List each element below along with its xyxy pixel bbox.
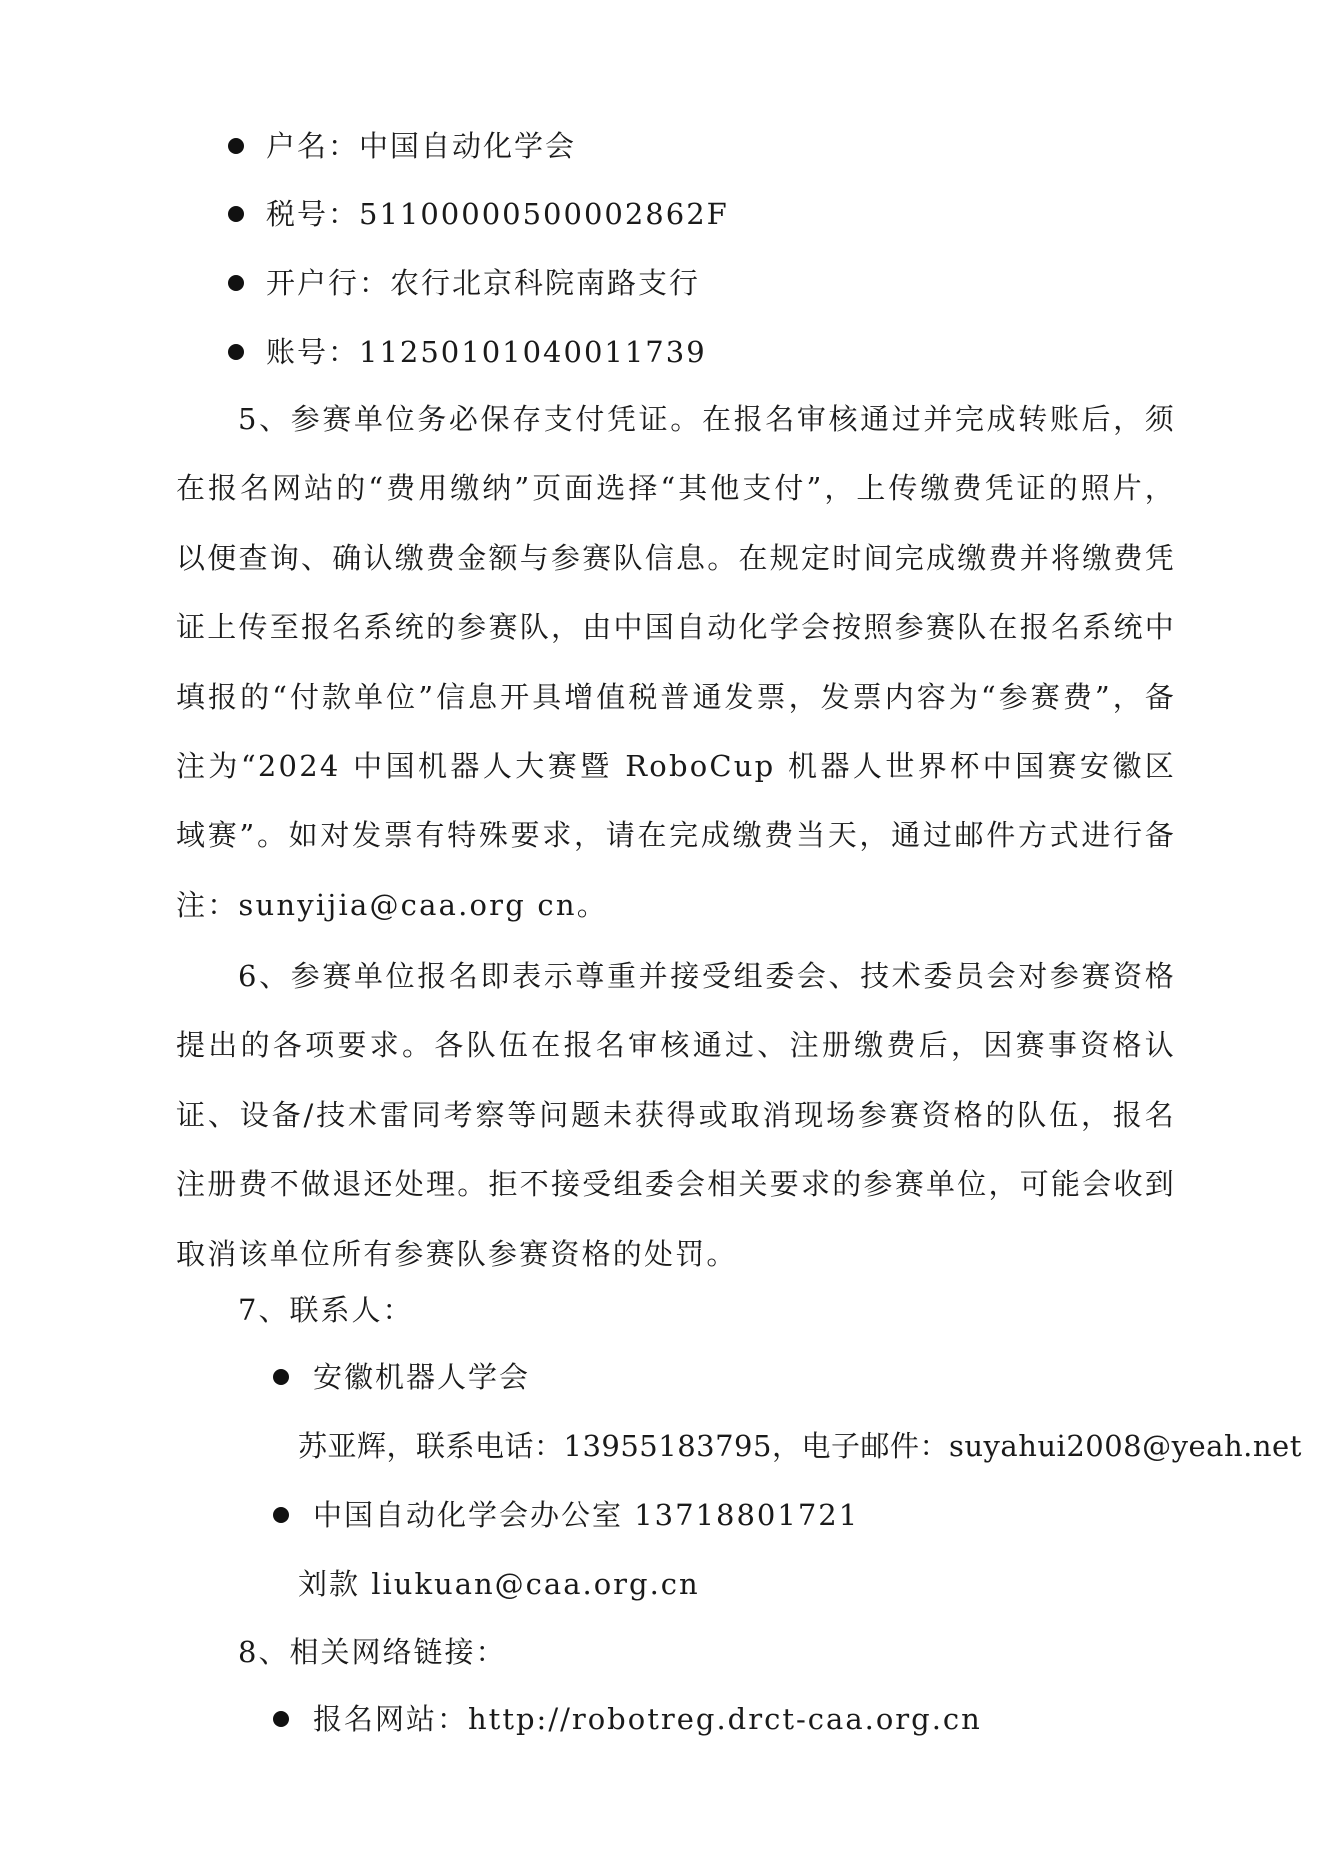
contact-org: 中国自动化学会办公室 13718801721 <box>313 1498 860 1532</box>
bullet-icon <box>273 1507 289 1523</box>
bullet-icon <box>228 275 244 291</box>
bullet-icon <box>273 1369 289 1385</box>
bullet-icon <box>273 1711 289 1727</box>
bullet-icon <box>228 344 244 360</box>
section-8-heading: 8、相关网络链接： <box>238 1635 507 1669</box>
bullet-icon <box>228 138 244 154</box>
account-tax-id: 税号：51100000500002862F <box>266 197 729 231</box>
section-7-heading: 7、联系人： <box>238 1293 414 1327</box>
contact-detail: 苏亚辉，联系电话：13955183795，电子邮件：suyahui2008@yeah.net <box>298 1429 1302 1463</box>
section-6-paragraph: 6、参赛单位报名即表示尊重并接受组委会、技术委员会对参赛资格提出的各项要求。各队伍在报名审核通过、注册缴费后，因赛事资格认证、设备/技术雷同考察等问题未获得或取消现场参赛资格的队伍，报名注册费不做退还处理。拒不接受组委会相关要求的参赛单位，可能会收到取消该单位所有参赛队参赛资格的处罚。 <box>176 959 1176 1271</box>
account-name: 户名：中国自动化学会 <box>266 129 577 163</box>
section-5-paragraph: 5、参赛单位务必保存支付凭证。在报名审核通过并完成转账后，须在报名网站的“费用缴纳”页面选择“其他支付”，上传缴费凭证的照片，以便查询、确认缴费金额与参赛队信息。在规定时间完成缴费并将缴费凭证上传至报名系统的参赛队，由中国自动化学会按照参赛队在报名系统中填报的“付款单位”信息开具增值税普通发票，发票内容为“参赛费”，备注为“2024 中国机器人大赛暨 RoboCup 机器人世界杯中国赛安徽区域赛”。如对发票有特殊要求，请在完成缴费当天，通过邮件方式进行备注：sunyijia@caa.org cn。 <box>176 402 1176 922</box>
account-bank: 开户行：农行北京科院南路支行 <box>266 266 701 300</box>
registration-link[interactable]: 报名网站：http://robotreg.drct-caa.org.cn <box>313 1702 982 1736</box>
account-number: 账号：11250101040011739 <box>266 335 707 369</box>
bullet-icon <box>228 206 244 222</box>
contact-org: 安徽机器人学会 <box>313 1360 531 1394</box>
contact-detail: 刘款 liukuan@caa.org.cn <box>298 1567 700 1601</box>
